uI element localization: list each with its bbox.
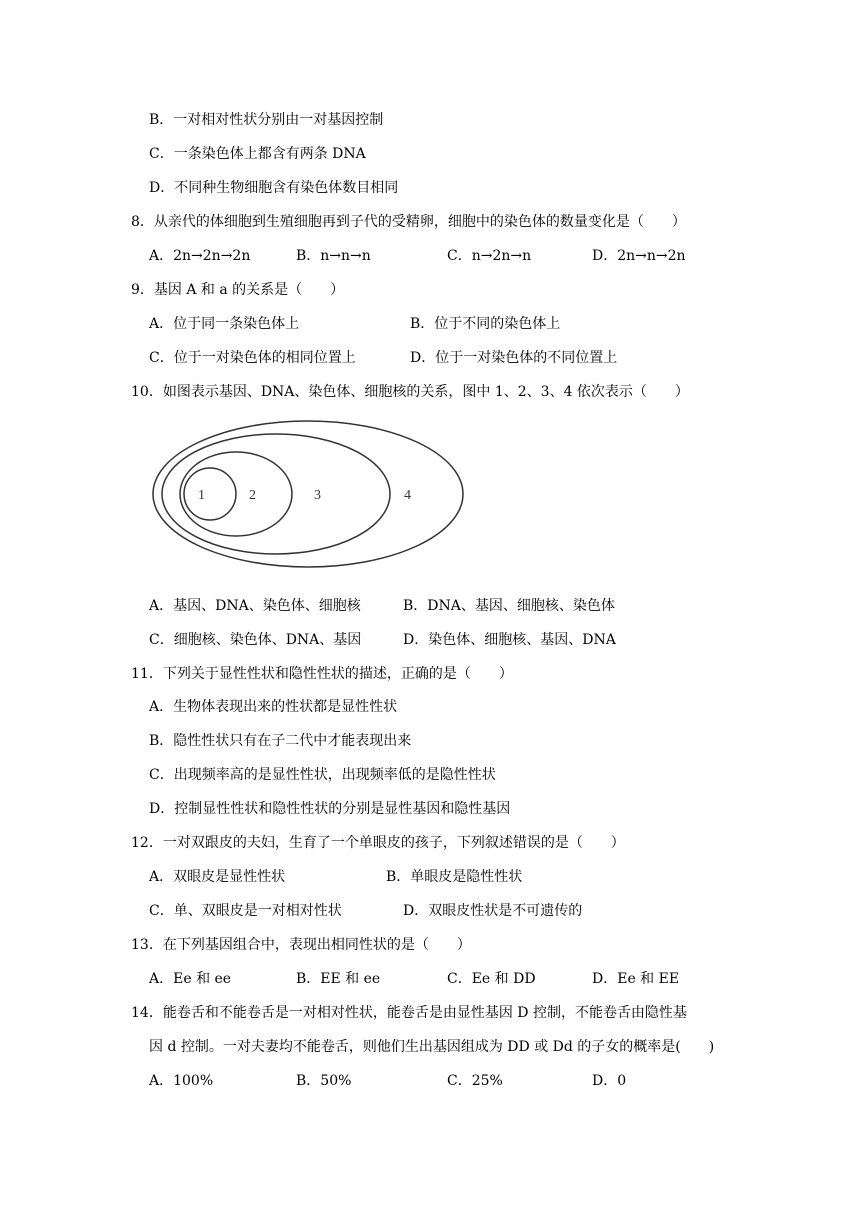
q7-option-d: D．不同种生物细胞含有染色体数目相同	[149, 180, 399, 196]
q10-option-c: C．细胞核、染色体、DNA、基因	[149, 632, 362, 648]
q8-option-d: D．2n→n→2n	[592, 248, 686, 264]
q14-option-c: C．25%	[447, 1073, 503, 1089]
q12-option-a: A．双眼皮是显性性状	[149, 869, 286, 885]
q7-option-b: B．一对相对性状分别由一对基因控制	[149, 112, 384, 128]
q10-stem: 10．如图表示基因、DNA、染色体、细胞核的关系，图中 1、2、3、4 依次表示（ ）	[131, 384, 689, 400]
q12-option-b: B．单眼皮是隐性性状	[386, 869, 523, 885]
q11-stem: 11．下列关于显性性状和隐性性状的描述，正确的是（ ）	[131, 666, 513, 682]
q14-option-a: A．100%	[149, 1073, 214, 1089]
q7-option-c: C．一条染色体上都含有两条 DNA	[149, 146, 366, 162]
diagram-label-4: 4	[404, 488, 411, 503]
q9-option-b: B．位于不同的染色体上	[410, 316, 561, 332]
q8-option-a: A．2n→2n→2n	[149, 248, 251, 264]
q14-option-d: D．0	[592, 1073, 627, 1089]
q12-option-d: D．双眼皮性状是不可遗传的	[403, 903, 583, 919]
ellipse-3	[162, 434, 390, 554]
q10-option-b: B．DNA、基因、细胞核、染色体	[403, 598, 615, 614]
q9-option-d: D．位于一对染色体的不同位置上	[410, 350, 618, 366]
ellipse-1	[184, 468, 236, 520]
q8-option-c: C．n→2n→n	[447, 248, 532, 264]
q13-stem: 13．在下列基因组合中，表现出相同性状的是（ ）	[131, 937, 471, 953]
diagram-label-1: 1	[198, 488, 205, 503]
q11-option-c: C．出现频率高的是显性性状，出现频率低的是隐性性状	[149, 767, 496, 783]
nested-ellipses-diagram	[150, 408, 470, 568]
q8-stem: 8．从亲代的体细胞到生殖细胞再到子代的受精卵，细胞中的染色体的数量变化是（ ）	[131, 214, 686, 230]
q9-stem: 9．基因 A 和 a 的关系是（ ）	[131, 282, 345, 298]
q13-option-a: A．Ee 和 ee	[149, 971, 232, 987]
q14-option-b: B．50%	[296, 1073, 352, 1089]
q11-option-d: D．控制显性性状和隐性性状的分别是显性基因和隐性基因	[149, 801, 511, 817]
diagram-label-2: 2	[249, 488, 256, 503]
q11-option-a: A．生物体表现出来的性状都是显性性状	[149, 699, 398, 715]
q9-option-c: C．位于一对染色体的相同位置上	[149, 350, 356, 366]
q11-option-b: B．隐性性状只有在子二代中才能表现出来	[149, 733, 412, 749]
q14-stem-line1: 14．能卷舌和不能卷舌是一对相对性状，能卷舌是由显性基因 D 控制，不能卷舌由隐性基	[131, 1005, 687, 1021]
q13-option-c: C．Ee 和 DD	[447, 971, 536, 987]
diagram-label-3: 3	[314, 488, 321, 503]
q9-option-a: A．位于同一条染色体上	[149, 316, 300, 332]
q14-stem-line2: 因 d 控制。一对夫妻均不能卷舌，则他们生出基因组成为 DD 或 Dd 的子女的概率是( )	[149, 1039, 715, 1055]
q10-option-a: A．基因、DNA、染色体、细胞核	[149, 598, 361, 614]
q12-option-c: C．单、双眼皮是一对相对性状	[149, 903, 342, 919]
q13-option-d: D．Ee 和 EE	[592, 971, 680, 987]
q8-option-b: B．n→n→n	[296, 248, 371, 264]
q13-option-b: B．EE 和 ee	[296, 971, 381, 987]
q10-option-d: D．染色体、细胞核、基因、DNA	[403, 632, 616, 648]
q12-stem: 12．一对双跟皮的夫妇，生育了一个单眼皮的孩子，下列叙述错误的是（ ）	[131, 835, 625, 851]
